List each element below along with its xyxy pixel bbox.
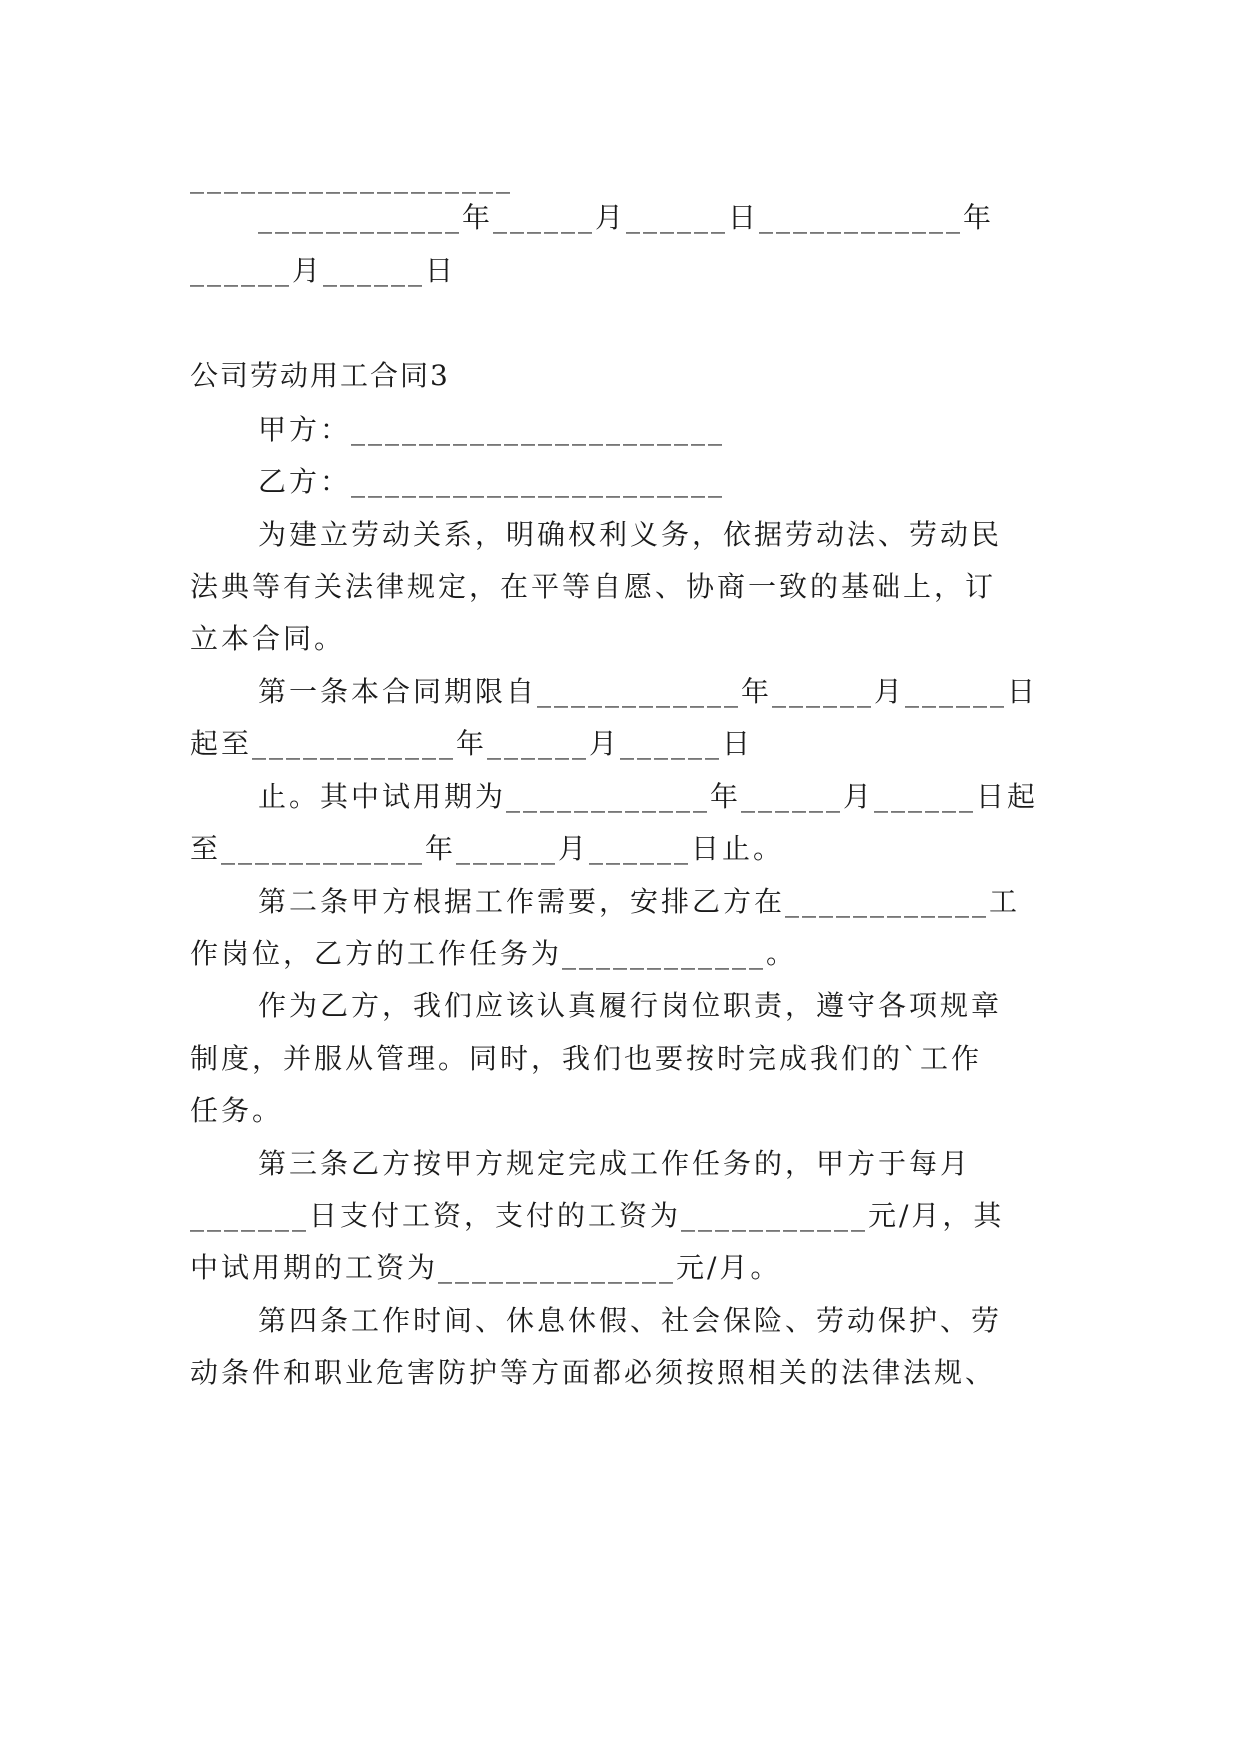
date-line: ____________年______月______日____________年 (258, 201, 995, 234)
article-1-line: 第一条本合同期限自____________年______月______日 (258, 675, 1039, 708)
article-1-line: 起至____________年______月______日 (190, 727, 754, 760)
duty-paragraph-line: 制度，并服从管理。同时，我们也要按时完成我们的`工作 (190, 1042, 983, 1075)
party-a-line: 甲方：______________________ (258, 413, 726, 446)
article-3-line: _______日支付工资，支付的工资为___________元/月，其 (190, 1199, 1005, 1232)
duty-paragraph-line: 任务。 (190, 1094, 284, 1127)
paragraph-line: 立本合同。 (190, 622, 346, 655)
party-b-line: 乙方：______________________ (258, 465, 726, 498)
date-line-continued: ______月______日 (190, 254, 457, 287)
article-2-line: 第二条甲方根据工作需要，安排乙方在____________工 (258, 885, 1021, 918)
probation-line: 止。其中试用期为____________年______月______日起 (258, 780, 1039, 813)
probation-line: 至____________年______月______日止。 (190, 832, 785, 865)
article-3-line: 第三条乙方按甲方规定完成工作任务的，甲方于每月 (258, 1147, 972, 1180)
article-4-line: 第四条工作时间、休息休假、社会保险、劳动保护、劳 (258, 1304, 1003, 1337)
signature-line: ___________________ (190, 161, 513, 194)
article-3-line: 中试用期的工资为______________元/月。 (190, 1251, 782, 1284)
paragraph-line: 法典等有关法律规定，在平等自愿、协商一致的基础上，订 (190, 570, 997, 603)
duty-paragraph-line: 作为乙方，我们应该认真履行岗位职责，遵守各项规章 (258, 989, 1003, 1022)
paragraph-line: 为建立劳动关系，明确权利义务，依据劳动法、劳动民 (258, 518, 1003, 551)
article-2-line: 作岗位，乙方的工作任务为____________。 (190, 937, 798, 970)
article-4-line: 动条件和职业危害防护等方面都必须按照相关的法律法规、 (190, 1356, 997, 1389)
section-title: 公司劳动用工合同3 (190, 359, 450, 392)
